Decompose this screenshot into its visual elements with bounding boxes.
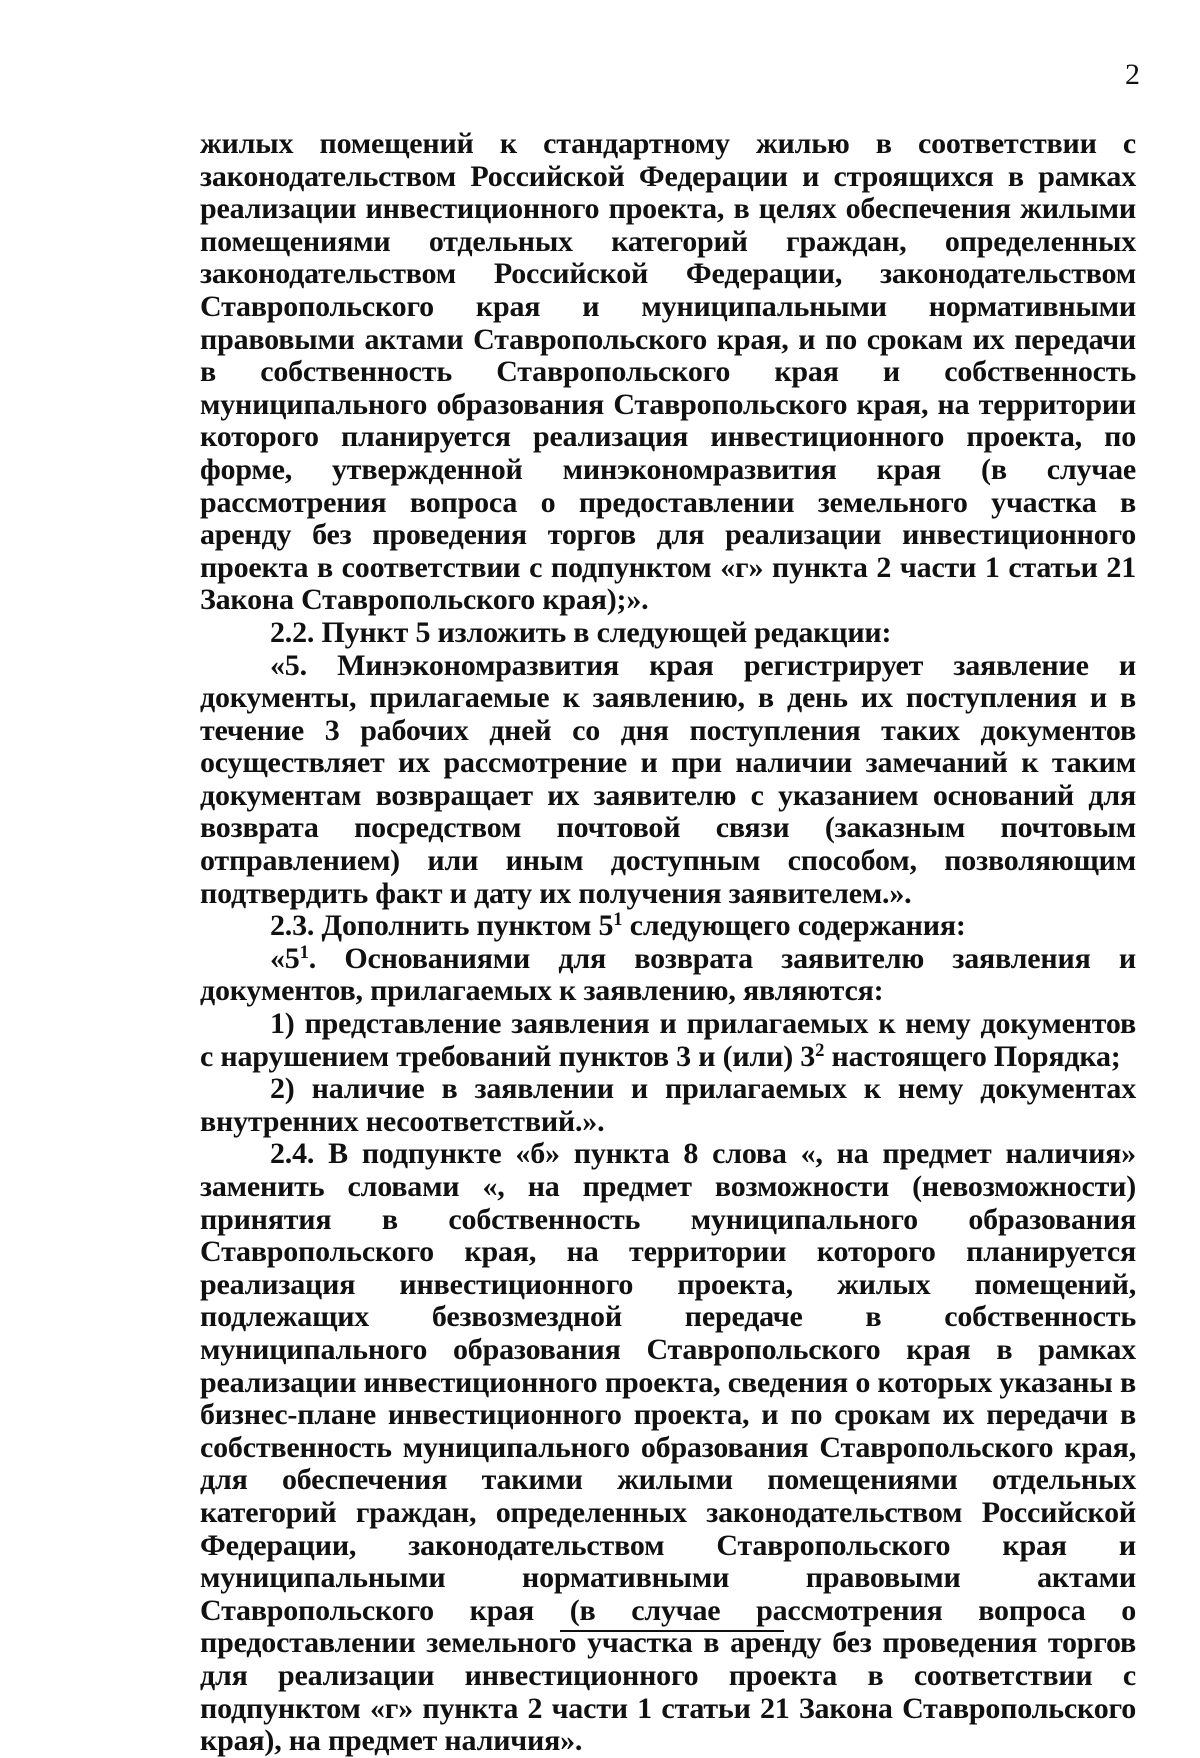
text-run: 2.3. Дополнить пунктом 5 xyxy=(270,909,614,943)
page-number: 2 xyxy=(1125,58,1140,91)
paragraph-2-3 xyxy=(200,910,1136,943)
text-run: настоящего Порядка; xyxy=(824,1039,1121,1073)
list-item-2: 2) наличие в заявлении и прилагаемых к нему документах внутренних несоответствий.». xyxy=(200,1072,1136,1138)
document-body xyxy=(200,128,1136,1758)
list-item-1 xyxy=(200,1008,1136,1073)
paragraph-point-5: «5. Минэкономразвития края регистрирует заявление и документы, прилагаемые к заявлению, в день их поступления и в течение 3 рабочих дней со дня поступления таких документов осуществляет их рассмотрение и при наличии замечаний к таким документам возвращает их заявителю с указанием оснований для возврата посредством почтовой связи (заказным почтовым отправлением) или иным доступным способом, позволяющим подтвердить факт и дату их получения заявителем.». xyxy=(200,648,1136,910)
paragraph-continuation: жилых помещений к стандартному жилью в соответствии с законодательством Российской Федерации и строящихся в рамках реализации инвестиционного проекта, в целях обеспечения жилыми помещениями отдельных категорий граждан, определенных законодательством Российской Федерации, законодательством Ставропольского края и муниципальными нормативными правовыми актами Ставропольского края, и по срокам их передачи в собственность Ставропольского края и собственность муниципального образования Ставропольского края, на территории которого планируется реализация инвестиционного проекта, по форме, утвержденной минэкономразвития края (в случае рассмотрения вопроса о предоставлении земельного участка в аренду без проведения торгов для реализации инвестиционного проекта в соответствии с подпунктом «г» пункта 2 части 1 статьи 21 Закона Ставропольского края);». xyxy=(200,127,1136,617)
text-run: следующего содержания: xyxy=(622,909,966,943)
superscript: 1 xyxy=(613,909,623,931)
paragraph-2-4: 2.4. В подпункте «б» пункта 8 слова «, на предмет наличия» заменить словами «, на предмет возможности (невозможности) принятия в собственность муниципального образования Ставропольского края, на территории которого планируется реализация инвестиционного проекта, жилых помещений, подлежащих безвозмездной передаче в собственность муниципального образования Ставропольского края в рамках реализации инвестиционного проекта, сведения о которых указаны в бизнес-плане инвестиционного проекта, и по срокам их передачи в собственность муниципального образования Ставропольского края, для обеспечения такими жилыми помещениями отдельных категорий граждан, определенных законодательством Российской Федерации, законодательством Ставропольского края и муниципальными нормативными правовыми актами Ставропольского края (в случае рассмотрения вопроса о предоставлении земельного участка в аренду без проведения торгов для реализации инвестиционного проекта в соответствии с подпунктом «г» пункта 2 части 1 статьи 21 Закона Ставропольского края), на предмет наличия». xyxy=(200,1137,1136,1758)
paragraph-point-5-1 xyxy=(200,943,1136,1008)
superscript: 1 xyxy=(299,941,309,963)
text-run: . Основаниями для возврата заявителю заявления и документов, прилагаемых к заявлению, являются: xyxy=(200,941,1136,1008)
text-run: 1) представление заявления и прилагаемых к нему документов с нарушением требований пунктов 3 и (или) 3 xyxy=(200,1007,1136,1073)
text-run: «5 xyxy=(270,941,300,975)
superscript: 2 xyxy=(815,1039,825,1061)
paragraph-2-2: 2.2. Пункт 5 изложить в следующей редакции: xyxy=(270,615,892,649)
end-rule-divider xyxy=(560,1630,784,1632)
